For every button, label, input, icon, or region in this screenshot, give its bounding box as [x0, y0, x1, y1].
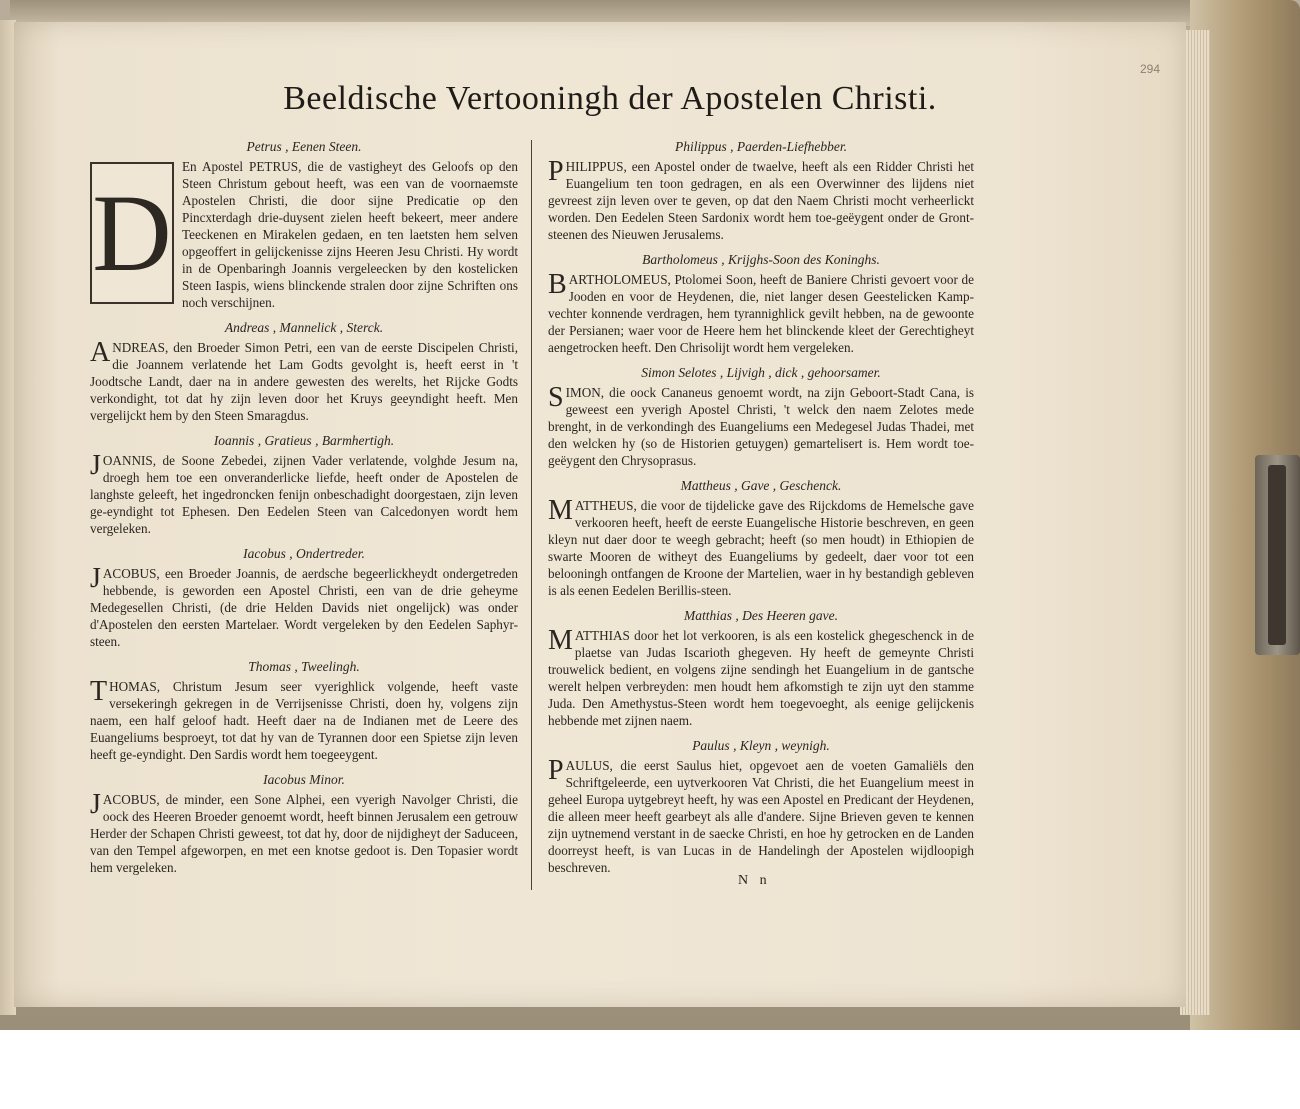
- section-text: NDREAS, den Broeder Simon Petri, een van de eerste Discipelen Christi, die Joannem verlatende het Lam Godts gevolght is, heeft eerst in 't Joodtsche Landt, daer na in andere gewesten des werelts, het Rijcke Godts verkondight, tot dat hy zijn leven door het Kruys geeyndight heeft. Men vergelijckt hem by den Steen Smaragdus.: [90, 340, 518, 423]
- initial-letter: J: [90, 450, 101, 481]
- section-heading: Petrus , Eenen Steen.: [246, 139, 362, 154]
- initial-letter: S: [548, 382, 564, 413]
- section-text: IMON, die oock Cananeus genoemt wordt, na zijn Geboort-Stadt Cana, is geweest een yverigh Apostel Christi, 't welck den naem Zelotes mede brenght, in de verkondingh des Euangeliums een Medegesel Judas Thadei, met den welcken hy (so de Historien getuygen) gemartelisert is. Hem wordt toe-geëygent den Chrysoprasus.: [548, 385, 974, 468]
- apostle-section-ioannis: [90, 432, 518, 537]
- apostle-section-petrus: [90, 138, 518, 311]
- initial-letter: J: [90, 789, 101, 820]
- apostle-section-andreas: [90, 319, 518, 424]
- apostle-section-thomas: [90, 658, 518, 763]
- folio-number: 294: [1140, 62, 1161, 76]
- section-heading: Ioannis , Gratieus , Barmhertigh.: [213, 433, 395, 448]
- signature-mark: N n: [738, 873, 771, 888]
- section-heading: Paulus , Kleyn , weynigh.: [692, 738, 830, 753]
- initial-letter: P: [548, 156, 564, 187]
- page-title: Beeldische Vertooningh der Apostelen Christi.: [283, 80, 937, 117]
- initial-letter: A: [90, 337, 111, 368]
- clasp-slot: [1268, 465, 1286, 645]
- apostle-section-philippus: [548, 138, 974, 243]
- apostle-section-iacobus: [90, 545, 518, 650]
- initial-letter: B: [548, 269, 567, 300]
- section-text: ATTHEUS, die voor de tijdelicke gave des Rijckdoms de Hemelsche gave verkooren heeft, heeft de eerste Euangelische Historie beschreven, en geen kleyn nut daer door te weegh gebracht; heeft (so men houdt) in Ethiopien de swarte Mooren de witheyt des Euangeliums by gedeelt, daer voor tot een belooningh ontfangen de Kroone der Martelien, waer in hy bestandigh gebleven is als eenen Eedelen Berillis-steen.: [548, 498, 974, 598]
- initial-letter: P: [548, 755, 564, 786]
- section-heading: Philippus , Paerden-Liefhebber.: [675, 139, 847, 154]
- apostle-section-matthias: [548, 607, 974, 729]
- apostle-section-iacobus-minor: [90, 771, 518, 876]
- apostle-section-bartholomeus: [548, 251, 974, 356]
- initial-letter: J: [90, 563, 101, 594]
- ornamental-dropcap: D: [90, 162, 174, 304]
- section-text: HOMAS, Christum Jesum seer vyerighlick volgende, heeft vaste versekeringh gekregen in de Verrijsenisse Christi, doen hy, volgens zijn naem, een half geloof hadt. Heeft daer na de Indianen met de Leere des Euangeliums besproeyt, tot dat hy van de Tyrannen door een Spietse zijn leven heeft ge-eyndight. Den Sardis wordt hem toegeeygent.: [90, 679, 518, 762]
- section-heading: Mattheus , Gave , Geschenck.: [680, 478, 842, 493]
- apostle-section-simon: [548, 364, 974, 469]
- initial-letter: M: [548, 625, 573, 656]
- section-text: AULUS, die eerst Saulus hiet, opgevoet aen de voeten Gamaliëls den Schriftgeleerde, een uytverkooren Vat Christi, die het Euangelium meest in geheel Europa uytgebreyt heeft, hy was een Apostel en Predicant der Heydenen, die alleen meer heeft gearbeyt als alle d'andere. Sijne Brieven geven te kennen zijn uytnemend verstant in de saecke Christi, en hoe hy getrocken en de Landen doorreyst heeft, is van Lucas in de Handelingh der Apostelen wijdloopigh beschreven.: [548, 758, 974, 875]
- section-text: ACOBUS, de minder, een Sone Alphei, een vyerigh Navolger Christi, die oock des Heeren Broeder genoemt wordt, heeft binnen Jerusalem een getrouw Herder der Schapen Christi geweest, tot dat hy, door de nijdigheyt der Saduceen, van den Tempel afgeworpen, en met een knotse gedoot is. Den Topasier wordt hem vergeleken.: [90, 792, 518, 875]
- section-text: ACOBUS, een Broeder Joannis, de aerdsche begeerlickheydt ondergetreden hebbende, is geworden een Apostel Christi, een van de drie geheyme Medegesellen Christi, (de drie Helden Davids niet ongelijck) was onder d'Apostelen den eersten Martelaer. Wordt vergeleken by den Eedelen Saphyr-steen.: [90, 566, 518, 649]
- apostle-section-mattheus: [548, 477, 974, 599]
- initial-letter: T: [90, 676, 108, 707]
- section-heading: Matthias , Des Heeren gave.: [684, 608, 838, 623]
- section-heading: Iacobus Minor.: [263, 772, 345, 787]
- section-heading: Bartholomeus , Krijghs-Soon des Koninghs.: [642, 252, 880, 267]
- initial-letter: M: [548, 495, 573, 526]
- section-text: En Apostel PETRUS, die de vastigheyt des Geloofs op den Steen Christum gebout heeft, was een van de voornaemste Apostelen Christi, die door sijne Predicatie op den Pincxterdagh drie-duysent zielen heeft bekeert, meer andere Teeckenen en Mirakelen gedaen, en ten laetsten hem selven opgeoffert in gelijckenisse zijns Heeren Jesu Christi. Hy wordt in de Openbaringh Joannis vergeleecken by den kostelicken Steen Iaspis, wiens blinckende stralen door zijne Schriften ons noch verschijnen.: [182, 159, 518, 310]
- section-text: ATTHIAS door het lot verkooren, is als een kostelick ghegeschenck in de plaetse van Judas Iscarioth ghegeven. Hy heeft de gemeynte Christi trouwelick bedient, en volgens zijne sendingh het Euangelium in de gantsche werelt helpen verbreyden: men houdt hem afkomstigh te zijn uyt den stamme Juda. Den Amethystus-Steen wordt hem toegevoeght, als eenige gelijckenis hebbende met zijnen naem.: [548, 628, 974, 728]
- section-text: ARTHOLOMEUS, Ptolomei Soon, heeft de Baniere Christi gevoert voor de Jooden en voor de Heydenen, die, niet langer desen Geestelicken Kamp-vechter konnende verdragen, hem tyrannighlick gevilt hebben, na de gewoonte der Persianen; waer voor de Heere hem het blinckende kleet der Gerechtigheyt aengetrocken heeft. Den Chrisolijt wordt hem vergeleken.: [548, 272, 974, 355]
- left-column: [90, 138, 518, 884]
- column-divider: [531, 140, 532, 890]
- section-heading: Simon Selotes , Lijvigh , dick , gehoorsamer.: [641, 365, 881, 380]
- section-heading: Iacobus , Ondertreder.: [243, 546, 365, 561]
- section-heading: Thomas , Tweelingh.: [248, 659, 360, 674]
- right-column: [548, 138, 974, 884]
- section-heading: Andreas , Mannelick , Sterck.: [224, 320, 384, 335]
- section-text: OANNIS, de Soone Zebedei, zijnen Vader verlatende, volghde Jesum na, droegh hem toe een onveranderlicke liefde, heeft onder de Apostelen de langhste geleeft, het ingedroncken fenijn onbeschadight doorgestaen, zijn leven ge-eyndight tot Ephesen. Den Eedelen Steen van Calcedonyen wordt hem vergeleken.: [90, 453, 518, 536]
- section-text: HILIPPUS, een Apostel onder de twaelve, heeft als een Ridder Christi het Euangelium ten toon gedragen, en als een Overwinner des lijdens niet gevreest zijn leven over te geven, op dat den Naem Christi mocht verheerlickt worden. Den Eedelen Steen Sardonix wordt hem toe-geëygent onder de Gront-steenen des Nieuwen Jerusalems.: [548, 159, 974, 242]
- apostle-section-paulus: [548, 737, 974, 876]
